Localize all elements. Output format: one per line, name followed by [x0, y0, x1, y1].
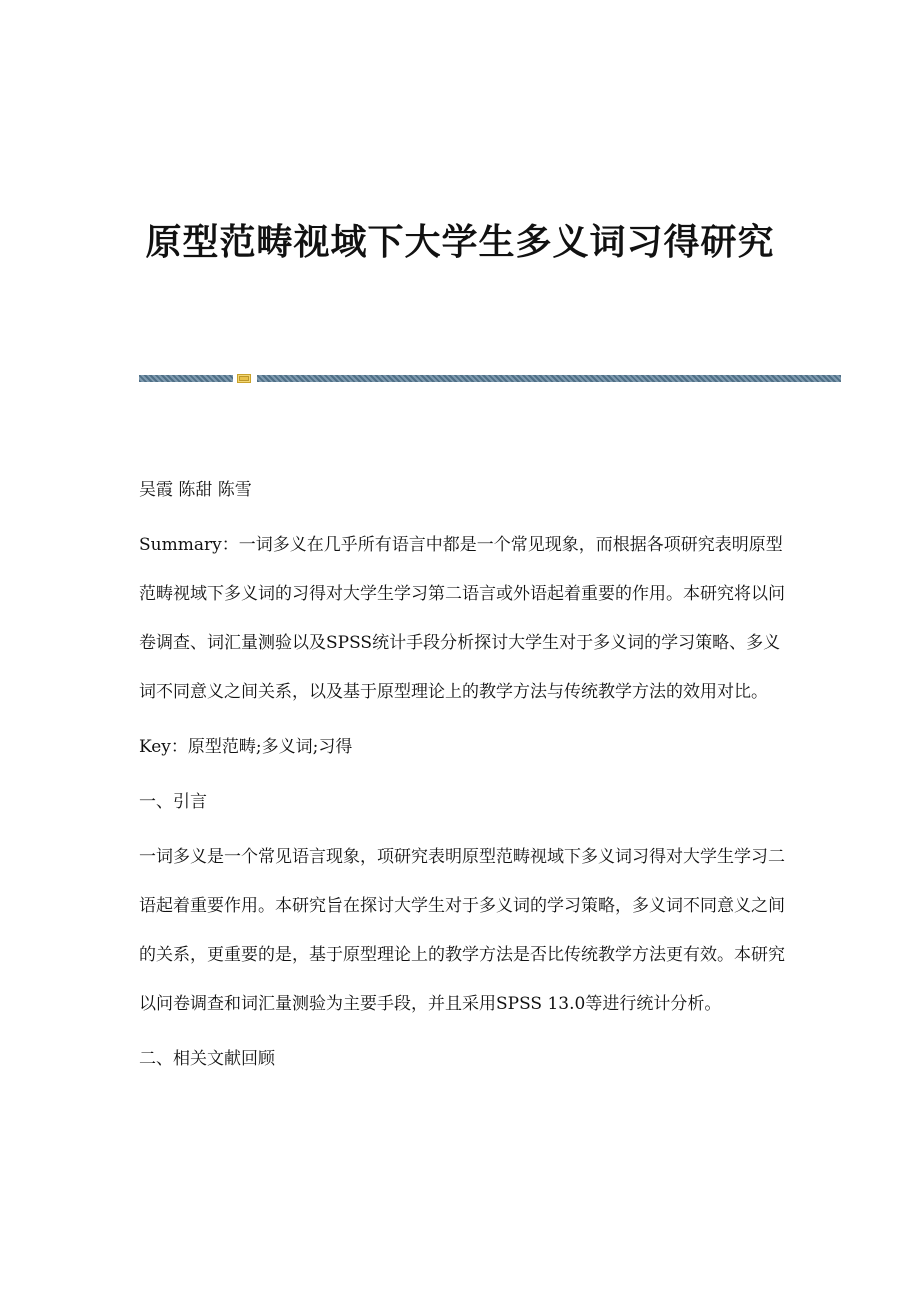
divider-bar-right	[257, 375, 841, 382]
authors: 吴霞 陈甜 陈雪	[139, 480, 252, 500]
section-heading-literature-review: 二、相关文献回顾	[139, 1049, 275, 1069]
title-divider	[139, 374, 841, 383]
page-title: 原型范畴视域下大学生多义词习得研究	[145, 221, 775, 263]
section-heading-introduction: 一、引言	[139, 792, 207, 812]
summary-paragraph: Summary：一词多义在几乎所有语言中都是一个常见现象，而根据各项研究表明原型范畴视域下多义词的习得对大学生学习第二语言或外语起着重要的作用。本研究将以问卷调查、词汇量测验以及SPSS统计手段分析探讨大学生对于多义词的学习策略、多义词不同意义之间关系，以及基于原型理论上的教学方法与传统教学方法的效用对比。	[139, 535, 785, 702]
divider-ornament-icon	[237, 374, 251, 383]
article-body	[139, 466, 789, 1090]
introduction-paragraph: 一词多义是一个常见语言现象，项研究表明原型范畴视域下多义词习得对大学生学习二语起着重要作用。本研究旨在探讨大学生对于多义词的学习策略，多义词不同意义之间的关系，更重要的是，基于原型理论上的教学方法是否比传统教学方法更有效。本研究以问卷调查和词汇量测验为主要手段，并且采用SPSS 13.0等进行统计分析。	[139, 847, 785, 1014]
divider-bar-left	[139, 375, 233, 382]
keywords: Key：原型范畴;多义词;习得	[139, 737, 353, 757]
